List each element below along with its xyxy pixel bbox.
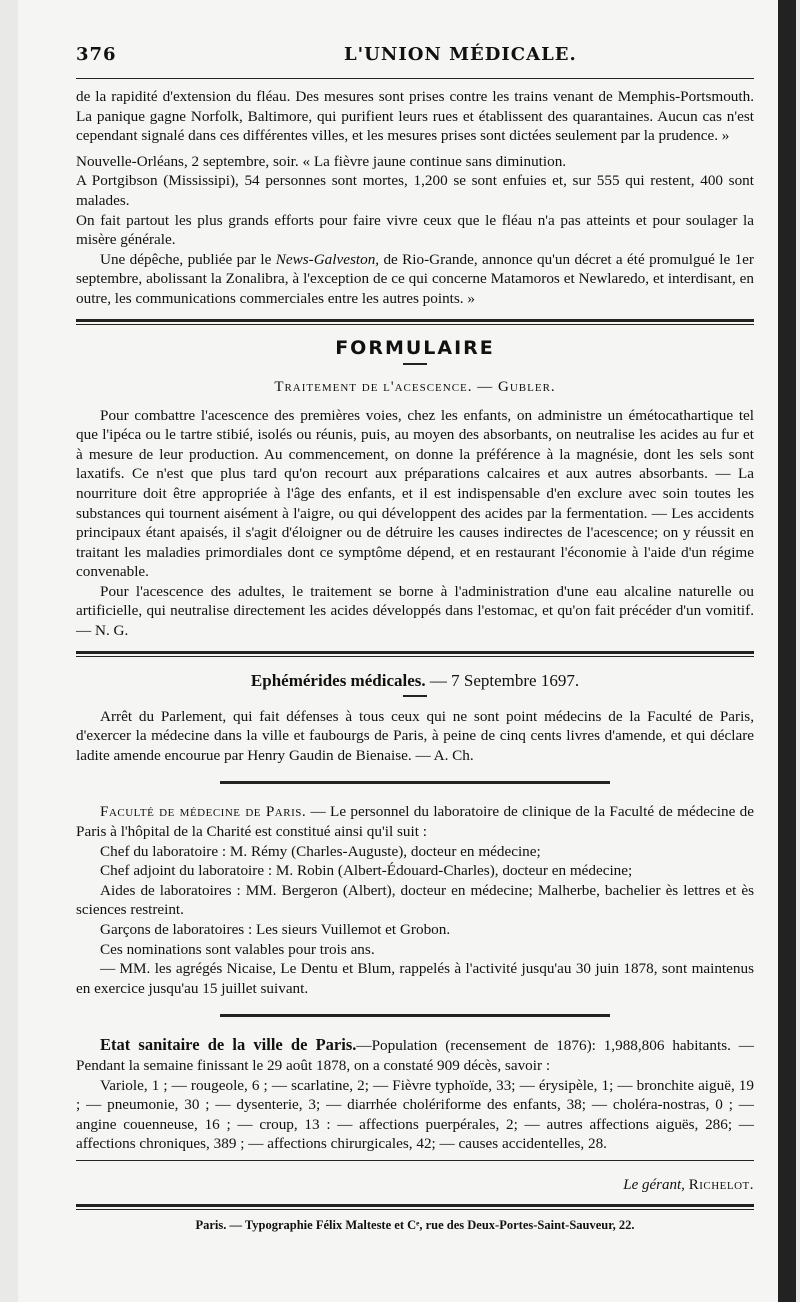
article-subtitle: Traitement de l'acescence. — Gubler. bbox=[274, 378, 556, 395]
ephemerides-heading bbox=[76, 671, 754, 691]
paragraph: Garçons de laboratoires : Les sieurs Vuillemot et Grobon. bbox=[100, 921, 451, 938]
page-number: 376 bbox=[76, 44, 117, 65]
paragraph: Ces nominations sont valables pour trois ans. bbox=[100, 940, 375, 958]
paragraph: de la rapidité d'extension du fléau. Des mesures sont prises contre les trains venant de Memphis-Portsmouth. La panique gagne Norfolk, Baltimore, qui purifient leurs rues et établissent des quarantaines. Aucun cas n'est cependant signalé dans ces différentes villes, et les mesures prises sont dictées seulement par la prudence. » bbox=[76, 88, 754, 145]
section-divider bbox=[76, 651, 754, 657]
document-page bbox=[18, 0, 778, 1302]
section-divider bbox=[76, 319, 754, 325]
footer-rule bbox=[76, 1160, 754, 1161]
paragraph: Arrêt du Parlement, qui fait défenses à tous ceux qui ne sont point médecins de la Faculté de Paris, d'exercer la médecine dans la ville et faubourgs de Paris, à peine de cinq cents livres d'amende, et qui déclare ladite amende encourue par Henry Gaudin de Bienaise. — A. Ch. bbox=[76, 707, 754, 764]
footer-divider bbox=[76, 1204, 754, 1210]
printer-imprint: Paris. — Typographie Félix Malteste et Cᵉ, rue des Deux-Portes-Saint-Sauveur, 22. bbox=[195, 1217, 635, 1232]
header-rule bbox=[76, 78, 754, 79]
signature-name: Richelot. bbox=[688, 1176, 754, 1193]
paragraph: On fait partout les plus grands efforts pour faire vivre ceux que le fléau n'a pas atteints et pour soulager la misère générale. bbox=[76, 211, 754, 249]
news-continuation bbox=[76, 87, 754, 309]
paragraph: Nouvelle-Orléans, 2 septembre, soir. « La fièvre jaune continue sans diminution. bbox=[76, 152, 567, 170]
ephemerides-title: Ephémérides médicales. bbox=[250, 670, 426, 690]
page-header bbox=[76, 44, 754, 78]
paragraph: — MM. les agrégés Nicaise, Le Dentu et Blum, rappelés à l'activité jusqu'au 30 juin 1878, sont maintenus en exercice jusqu'au 15 juillet suivant. bbox=[76, 960, 754, 997]
signature-label: Le gérant, bbox=[623, 1176, 685, 1193]
book-spine bbox=[778, 0, 796, 1302]
text-run: Une dépêche, publiée par le bbox=[100, 250, 276, 268]
paragraph: Variole, 1 ; — rougeole, 6 ; — scarlatine, 2; — Fièvre typhoïde, 33; — érysipèle, 1; — bronchite aiguë, 19 ; — pneumonie, 30 ; — dysenterie, 3; — diarrhée cholériforme des enfants, 38; — choléra-nostras, 0 ; — angine couenneuse, 16 ; — croup, 13 : — affections puerpérales, 2; — autres affections aiguës, 286; — affections chroniques, 389 ; — affections chirurgicales, 42; — causes accidentelles, 28. bbox=[76, 1076, 754, 1153]
section-title: FORMULAIRE bbox=[335, 336, 495, 359]
text-run: —Population (recensement de 1876): 1,988,806 habitants. — Pendant la semaine finissant le 29 août 1878, on a constaté 909 décès, savoir : bbox=[76, 1037, 754, 1074]
running-title: L'UNION MÉDICALE. bbox=[344, 44, 577, 65]
paragraph: Pour l'acescence des adultes, le traitement se borne à l'administration d'une eau alcaline naturelle ou artificielle, qui neutralise directement les acides développés dans l'estomac, et qu'on fait précéder d'un vomitif. — N. G. bbox=[76, 582, 754, 640]
item-lead: Faculté de médecine de Paris. bbox=[100, 803, 307, 821]
title-rule bbox=[403, 363, 427, 365]
section-divider bbox=[220, 781, 610, 784]
source-name: News-Galveston, bbox=[275, 250, 380, 268]
paragraph: Chef adjoint du laboratoire : M. Robin (Albert-Édouard-Charles), docteur en médecine; bbox=[100, 862, 633, 880]
text-run: de Rio-Grande, annonce qu'un décret a été promulgué le 1er septembre, abolissant la Zonalibra, à l'exception de ce qui concerne Matamoros et Newlaredo, et interdisant, en outre, les communications commerciales entre les autres points. » bbox=[76, 250, 754, 307]
paragraph: Chef du laboratoire : M. Rémy (Charles-Auguste), docteur en médecine; bbox=[100, 842, 541, 860]
paragraph bbox=[76, 1035, 754, 1075]
paragraph: Pour combattre l'acescence des premières voies, chez les enfants, on administre un émétocathartique tel que l'ipéca ou le tartre stibié, isolés ou réunis, puis, au moyen des absorbants, on neutralise les acides au fur et à mesure de leur production. Au commencement, on donne la préférence à la magnésie, dont les sels sont laxatifs. Ce n'est que plus tard qu'on recourt aux préparations calcaires et aux autres absorbants. — La nourriture doit être appropriée à l'âge des enfants, et il est indispensable d'en exclure avec soin toutes les substances qui tournent aisément à l'aigre, ou qui développent des acides par la fermentation. — Les accidents principaux étant apaisés, il s'agit d'éloigner ou de détruire les causes indirectes de l'acescence; on y réussit en traitant les maladies primordiales dont ce symptôme dépend, et en restaurant l'économie à l'aide d'un régime convenable. bbox=[76, 406, 754, 581]
paragraph: A Portgibson (Mississipi), 54 personnes sont mortes, 1,200 se sont enfuies et, sur 555 qui restent, 400 sont malades. bbox=[76, 172, 754, 209]
paragraph: Aides de laboratoires : MM. Bergeron (Albert), docteur en médecine; Malherbe, bachelier ès lettres et ès sciences restreint. bbox=[76, 881, 754, 919]
paragraph bbox=[76, 250, 754, 309]
item-lead: Etat sanitaire de la ville de Paris. bbox=[100, 1035, 357, 1055]
signature bbox=[76, 1177, 754, 1194]
paragraph bbox=[76, 802, 754, 841]
section-divider bbox=[220, 1014, 610, 1017]
text-run: — Le personnel du laboratoire de clinique de la Faculté de médecine de Paris à l'hôpital de la Charité est constitué ainsi qu'il suit : bbox=[76, 803, 754, 841]
ephemerides-date: — 7 Septembre 1697. bbox=[425, 670, 580, 690]
